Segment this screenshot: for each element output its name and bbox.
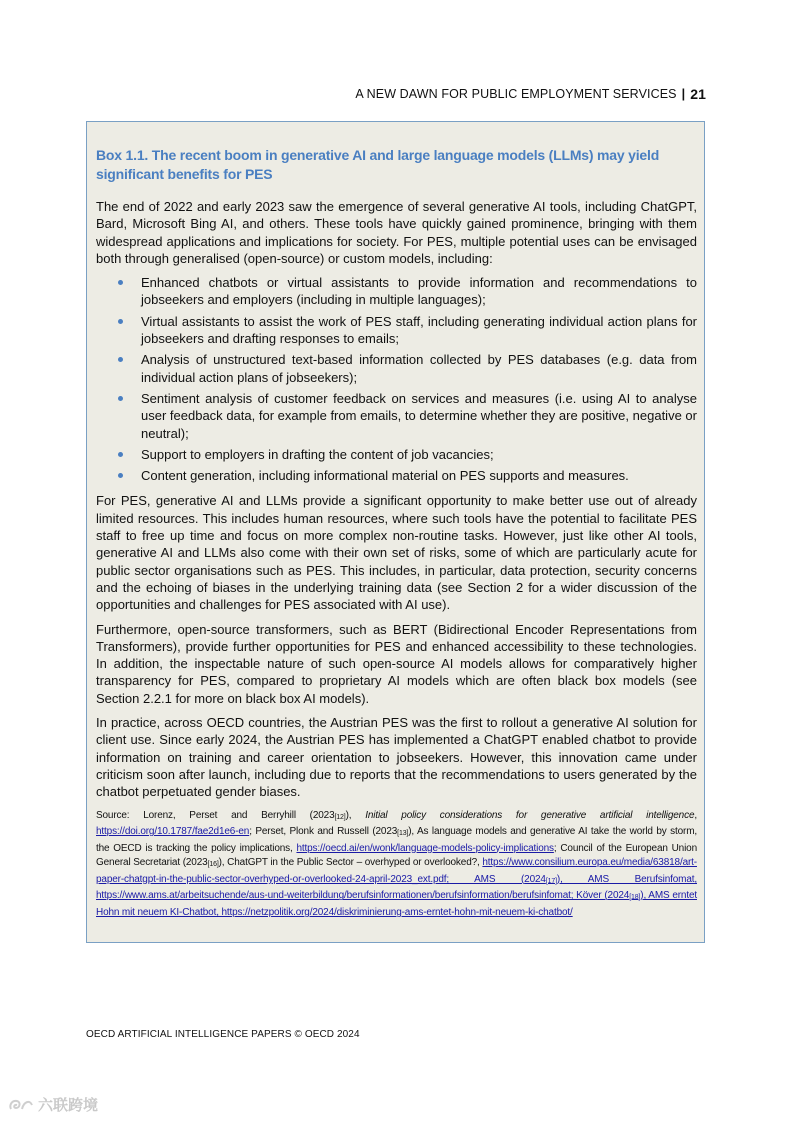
bullet-icon xyxy=(118,396,123,401)
watermark xyxy=(8,1094,98,1115)
info-box xyxy=(86,121,705,943)
list-item-text: Content generation, including informational material on PES supports and measures. xyxy=(141,468,629,484)
paragraph-austrian-pes: In practice, across OECD countries, the Austrian PES was the first to rollout a generative AI solution for client use. Since early 2024, the Austrian PES has implemented a ChatGPT enabled chatbot to provide information on training and career orientation to jobseekers. However, this innovation came under criticism soon after launch, including due to reports that the recommendations to users generated by the chatbot perpetuated gender biases. xyxy=(96,715,697,800)
list-item xyxy=(96,446,697,463)
source-ref: [13] xyxy=(397,830,409,838)
list-item xyxy=(96,467,697,484)
bullet-icon xyxy=(118,452,123,457)
source-link-consilium[interactable]: https://www.consilium.europa.eu/media/63818/art-paper-chatgpt-in-the-public-sector-overhyped-or-overlooked-24-april-2023_ext.pdf; xyxy=(96,857,697,885)
bullet-icon xyxy=(118,473,123,478)
paragraph-open-source: Furthermore, open-source transformers, such as BERT (Bidirectional Encoder Representations from Transformers), provide further opportunities for PES and enhanced accessibility to these technologies. In addition, the inspectable nature of such open-source AI models allows for comparatively higher transparency for PES, compared to proprietary AI models which are often black box models (see Section 2.2.1 for more on black box AI models). xyxy=(96,621,697,706)
list-item-text: Sentiment analysis of customer feedback on services and measures (i.e. using AI to analyse user feedback data, for example from emails, to determine whether they are positive, negative or neutral); xyxy=(141,390,697,441)
header-separator: | xyxy=(681,87,686,101)
list-item xyxy=(96,390,697,442)
intro-paragraph: The end of 2022 and early 2023 saw the emergence of several generative AI tools, including ChatGPT, Bard, Microsoft Bing AI, and others. These tools have quickly gained prominence, bringing with them widespread applications and implications for society. For PES, multiple potential uses can be envisaged both through generalised (open-source) or custom models, including: xyxy=(96,199,697,266)
list-item-text: Analysis of unstructured text-based information collected by PES databases (e.g. data from individual action plans of jobseekers); xyxy=(141,352,697,385)
bullet-icon xyxy=(118,319,123,324)
source-text: ), xyxy=(345,809,366,821)
source-link-text: AMS ( xyxy=(449,873,525,885)
source-title: Initial policy considerations for generative artificial intelligence xyxy=(365,809,695,821)
source-text: ; Council of the European Union General Secretariat (2023 xyxy=(96,842,697,869)
source-text: , xyxy=(694,809,697,821)
info-box-content xyxy=(96,146,697,921)
bullet-icon xyxy=(118,357,123,362)
box-title: Box 1.1. The recent boom in generative AI and large language models (LLMs) may yield significant benefits for PES xyxy=(96,147,660,182)
source-ref: [17] xyxy=(545,877,557,885)
source-ref: [18] xyxy=(629,894,641,902)
list-item-text: Virtual assistants to assist the work of PES staff, including generating individual action plans for jobseekers and drafting responses to emails; xyxy=(141,313,697,347)
watermark-logo-icon xyxy=(8,1097,34,1113)
source-link-text: 2024 xyxy=(607,890,630,902)
uses-list xyxy=(96,274,697,484)
source-link-doi[interactable]: https://doi.org/10.1787/fae2d1e6-en xyxy=(96,826,250,838)
source-note xyxy=(96,809,697,921)
list-item-text: Enhanced chatbots or virtual assistants to provide information and recommendations to jobseekers and employers (including in multiple languages); xyxy=(141,275,697,308)
source-text: ; Perset, Plonk and Russell (2023 xyxy=(249,826,398,838)
source-link-text: ), AMS erntet Hohn mit neuem KI-Chatbot, https://netzpolitik.org/2024/diskriminierung-ams-erntet-hohn-mit-neuem-ki-chatbot/ xyxy=(96,890,697,919)
running-header xyxy=(355,86,706,102)
list-item xyxy=(96,274,697,309)
watermark-text: 六联跨境 xyxy=(38,1097,99,1114)
running-title: A NEW DAWN FOR PUBLIC EMPLOYMENT SERVICES xyxy=(355,87,677,101)
list-item xyxy=(96,313,697,348)
source-link-text: ), AMS Berufsinfomat, https://www.ams.at/arbeitsuchende/aus-und-weiterbildung/berufsinformationen/berufsinformation/berufsinfomat; Köver ( xyxy=(96,873,697,902)
source-text: Source: Lorenz, Perset and Berryhill (2023 xyxy=(96,809,335,821)
source-link-text: 2024 xyxy=(524,873,546,885)
source-text: ), ChatGPT in the Public Sector – overhyped or overlooked?, xyxy=(218,857,483,869)
bullet-icon xyxy=(118,280,123,285)
source-ref: [16] xyxy=(207,861,219,869)
list-item-text: Support to employers in drafting the content of job vacancies; xyxy=(141,446,494,462)
source-ref: [12] xyxy=(334,813,346,821)
page-footer: OECD ARTIFICIAL INTELLIGENCE PAPERS © OECD 2024 xyxy=(86,1029,360,1040)
source-link-oecd-ai[interactable]: https://oecd.ai/en/wonk/language-models-policy-implications xyxy=(296,842,554,854)
page-number: 21 xyxy=(690,86,706,102)
paragraph-opportunities: For PES, generative AI and LLMs provide a significant opportunity to make better use out of already limited resources. This includes human resources, where such tools have the potential to facilitate PES staff to free up time and focus on more complex non-routine tasks. However, just like other AI tools, generative AI and LLMs also come with their own set of risks, some of which are particularly acute for public sector organisations such as PES. This includes, in particular, data protection, security concerns and the echoing of biases in the underlying training data (see Section 2 for a wider discussion of the opportunities and challenges for PES associated with AI use). xyxy=(96,493,697,613)
list-item xyxy=(96,351,697,386)
source-text: ), As language models and generative AI take the world by storm, the OECD is tracking the policy implications, xyxy=(96,826,697,854)
